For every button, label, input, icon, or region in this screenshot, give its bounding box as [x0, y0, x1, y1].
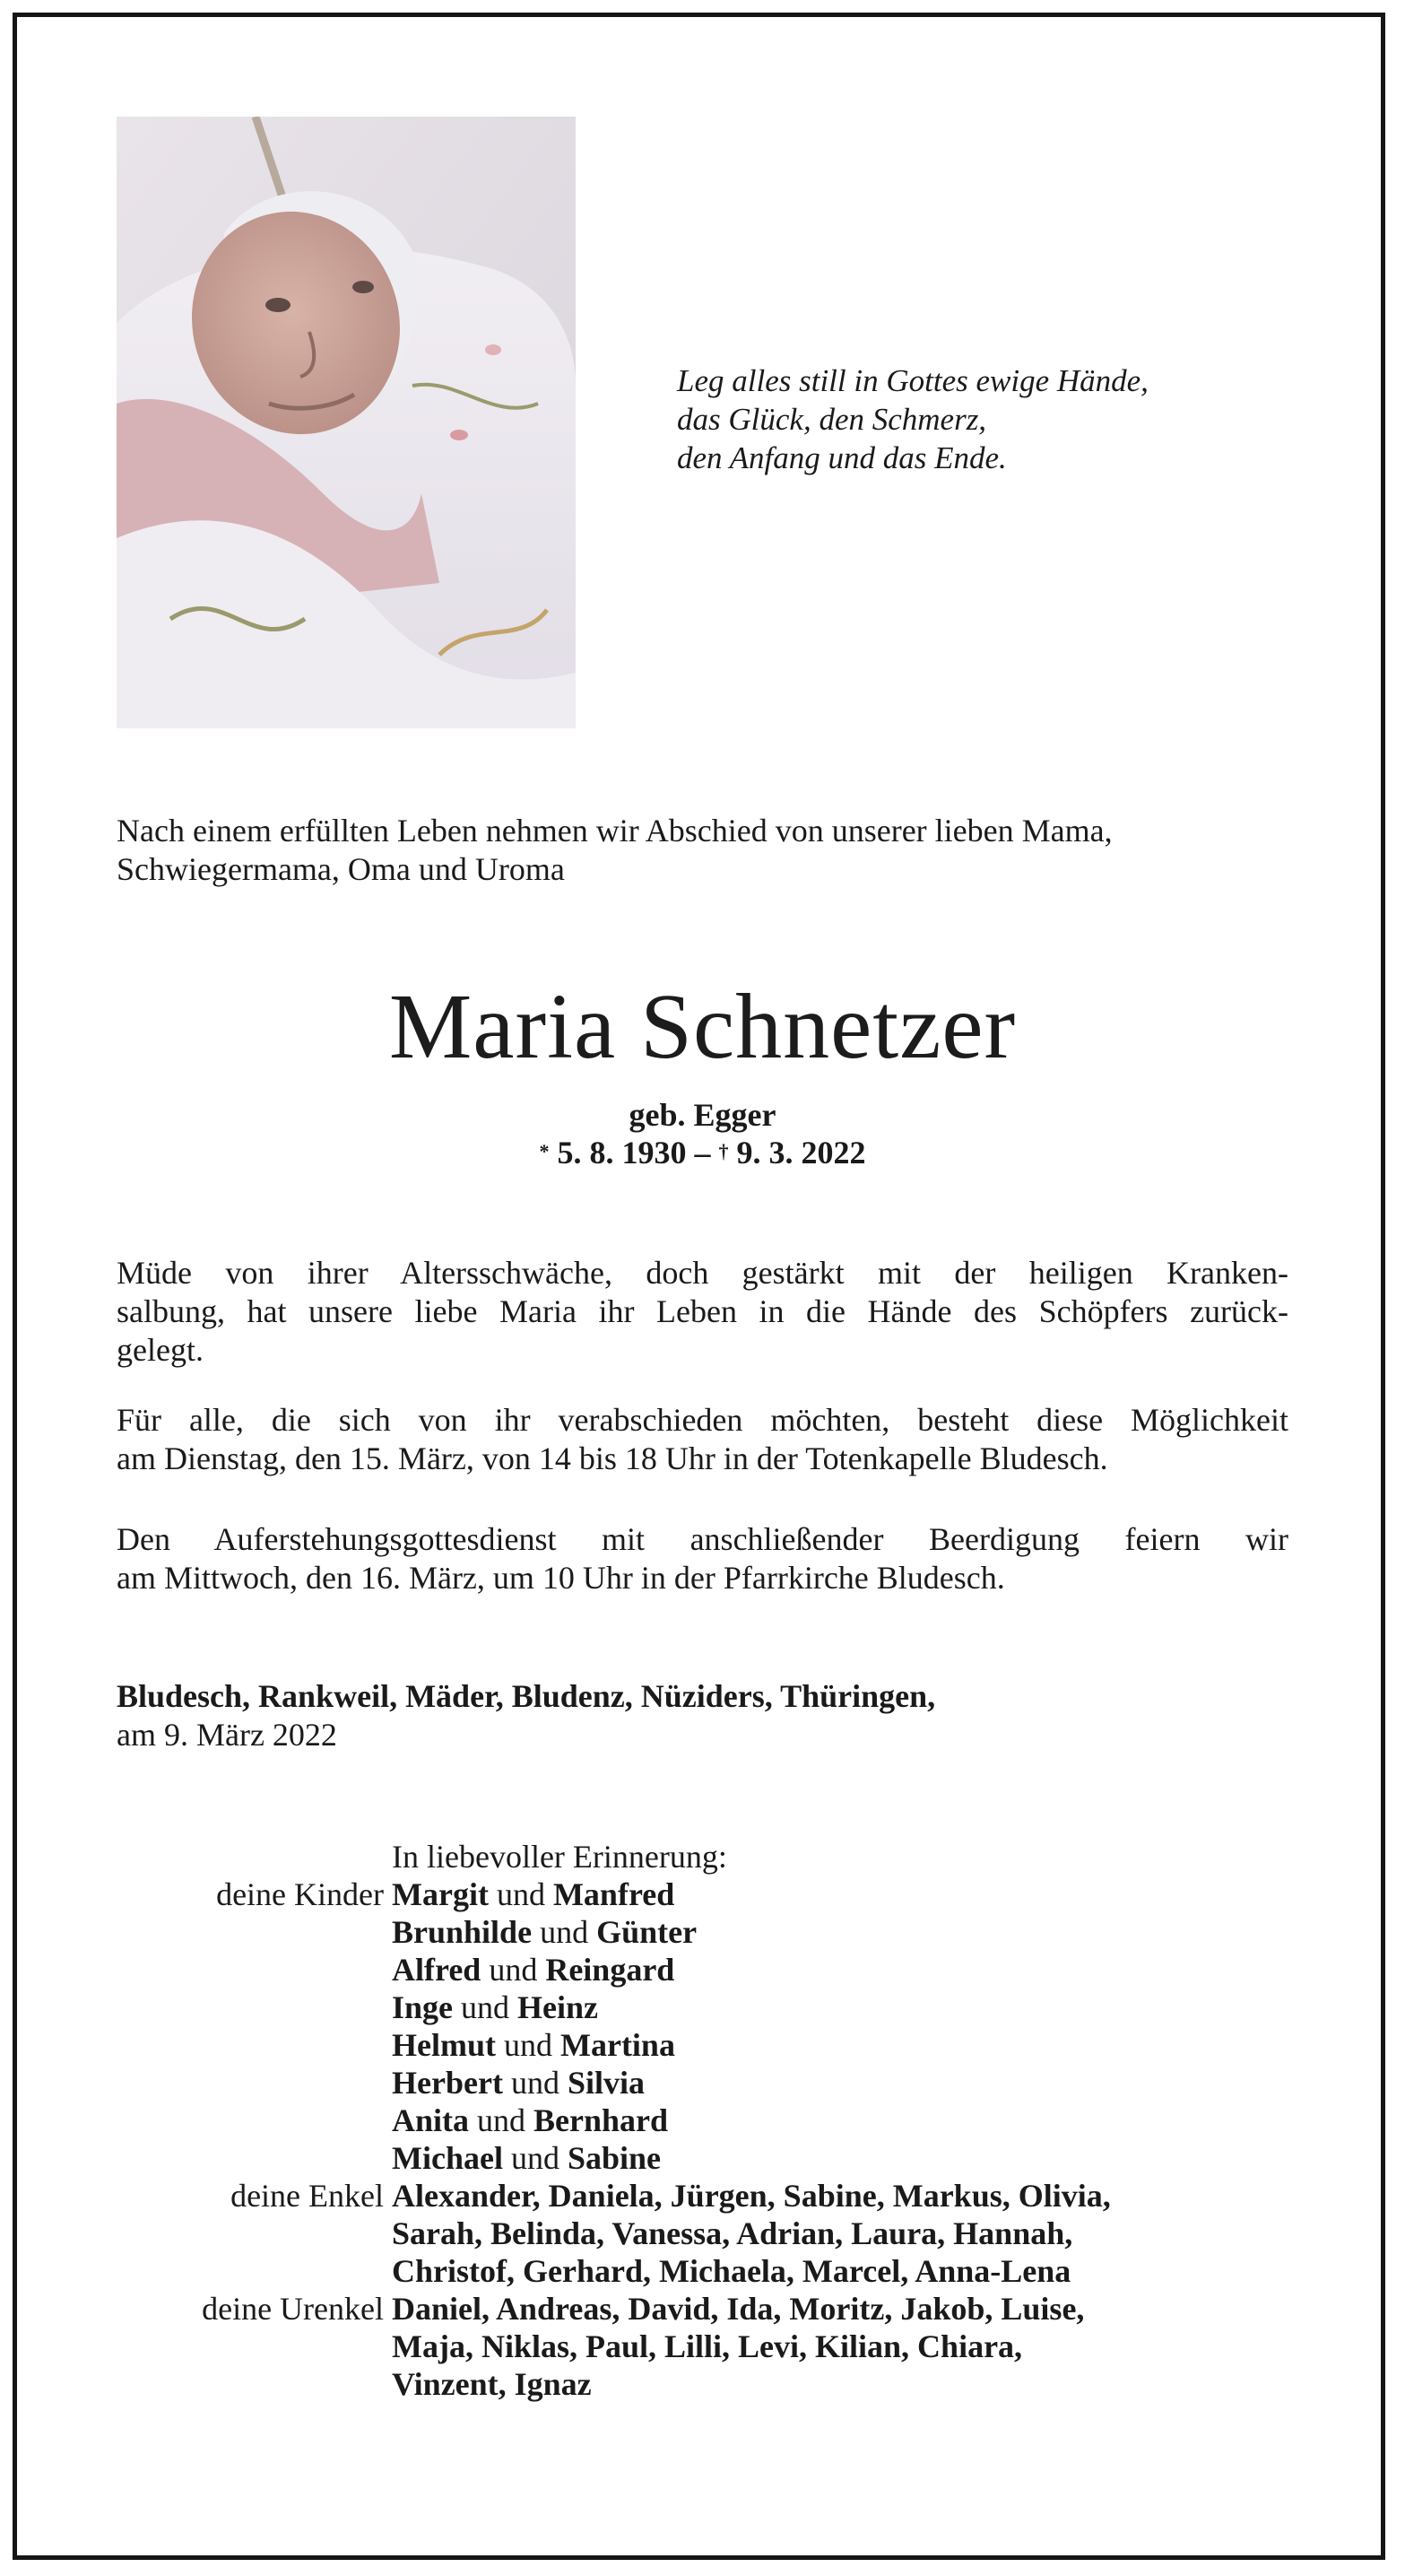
- family-list: [0, 1838, 1405, 2403]
- child-name: Margit: [392, 1876, 489, 1912]
- death-symbol: †: [718, 1140, 729, 1162]
- children-group: [0, 1875, 1405, 2177]
- conjunction: und: [477, 2102, 526, 2138]
- paragraph-line: salbung, hat unsere liebe Maria ihr Leben in die Hände des Schöpfers zurück-: [117, 1293, 1288, 1329]
- partner-name: Günter: [596, 1914, 698, 1950]
- child-couple: [392, 2064, 1288, 2102]
- greatgrandchildren-label: deine Urenkel: [202, 2291, 384, 2327]
- child-couple: [392, 2139, 1288, 2177]
- child-couple: [392, 1913, 1288, 1951]
- paragraph-line: am Mittwoch, den 16. März, um 10 Uhr in der Pfarrkirche Bludesch.: [117, 1560, 1005, 1596]
- portrait-illustration: [117, 117, 576, 728]
- child-name: Brunhilde: [392, 1914, 533, 1950]
- child-name: Alfred: [392, 1952, 481, 1988]
- greatgrandchildren-group: [0, 2290, 1405, 2403]
- child-couple: [392, 2026, 1288, 2064]
- maiden-name: geb. Egger: [629, 1097, 776, 1133]
- child-name: Michael: [392, 2140, 503, 2176]
- paragraph-line: Für alle, die sich von ihr verabschieden möchten, besteht diese Möglichkeit: [117, 1402, 1288, 1438]
- paragraph-line: Müde von ihrer Altersschwäche, doch gestärkt mit der heiligen Kranken-: [117, 1255, 1288, 1291]
- child-couple: [392, 1951, 1288, 1989]
- child-name: Anita: [392, 2102, 470, 2138]
- grandchildren-line: Christof, Gerhard, Michaela, Marcel, Anna-Lena: [392, 2253, 1071, 2289]
- partner-name: Manfred: [552, 1876, 675, 1912]
- grandchildren-line: Sarah, Belinda, Vanessa, Adrian, Laura, Hannah,: [392, 2215, 1073, 2251]
- life-dates: [0, 1134, 1405, 1172]
- partner-name: Heinz: [517, 1989, 598, 2025]
- paragraph-funeral: [117, 1520, 1288, 1597]
- paragraph-line: am Dienstag, den 15. März, von 14 bis 18 Uhr in der Totenkapelle Bludesch.: [117, 1440, 1108, 1476]
- verse-line: den Anfang und das Ende.: [677, 440, 1007, 475]
- conjunction: und: [503, 2027, 552, 2063]
- greatgrandchildren-line: Vinzent, Ignaz: [392, 2366, 592, 2402]
- paragraph-viewing: [117, 1401, 1288, 1478]
- conjunction: und: [510, 2065, 559, 2101]
- death-date: 9. 3. 2022: [736, 1135, 866, 1171]
- child-couple: [392, 1989, 1288, 2026]
- intro-text: Nach einem erfüllten Leben nehmen wir Abschied von unserer lieben Mama, Schwiegermama, Oma und Uroma: [117, 813, 1113, 887]
- places-and-date: [117, 1677, 935, 1754]
- partner-name: Reingard: [545, 1952, 675, 1988]
- partner-name: Bernhard: [533, 2102, 669, 2138]
- conjunction: und: [461, 1989, 510, 2025]
- deceased-name: Maria Schnetzer: [388, 975, 1017, 1078]
- paragraph-farewell: [117, 1254, 1288, 1370]
- conjunction: und: [540, 1914, 589, 1950]
- grandchildren-line: Alexander, Daniela, Jürgen, Sabine, Markus, Olivia,: [392, 2178, 1111, 2214]
- child-couple: [392, 2102, 1288, 2139]
- greatgrandchildren-line: Maja, Niklas, Paul, Lilli, Levi, Kilian, Chiara,: [392, 2328, 1023, 2364]
- family-heading: In liebevoller Erinnerung:: [392, 1839, 727, 1875]
- birth-symbol: *: [539, 1140, 550, 1162]
- greatgrandchildren-line: Daniel, Andreas, David, Ida, Moritz, Jakob, Luise,: [392, 2291, 1085, 2327]
- conjunction: und: [489, 1952, 538, 1988]
- towns: Bludesch, Rankweil, Mäder, Bludenz, Nüziders, Thüringen,: [117, 1678, 936, 1714]
- partner-name: Silvia: [567, 2065, 645, 2101]
- grandchildren-group: [0, 2177, 1405, 2290]
- child-couple: [392, 1875, 1288, 1913]
- partner-name: Sabine: [567, 2140, 662, 2176]
- memorial-verse: [677, 361, 1149, 477]
- notice-date: am 9. März 2022: [117, 1717, 337, 1753]
- verse-line: das Glück, den Schmerz,: [677, 402, 987, 437]
- portrait-photo: [117, 117, 576, 728]
- child-name: Inge: [392, 1989, 454, 2025]
- conjunction: und: [510, 2140, 559, 2176]
- children-label: deine Kinder: [216, 1876, 384, 1912]
- grandchildren-label: deine Enkel: [230, 2178, 384, 2214]
- child-name: Herbert: [392, 2065, 503, 2101]
- paragraph-line: Den Auferstehungsgottesdienst mit anschließender Beerdigung feiern wir: [117, 1521, 1288, 1557]
- verse-line: Leg alles still in Gottes ewige Hände,: [677, 363, 1149, 398]
- conjunction: und: [496, 1876, 545, 1912]
- birth-date: 5. 8. 1930 –: [557, 1135, 711, 1171]
- paragraph-line: gelegt.: [117, 1332, 204, 1368]
- child-name: Helmut: [392, 2027, 496, 2063]
- partner-name: Martina: [559, 2027, 675, 2063]
